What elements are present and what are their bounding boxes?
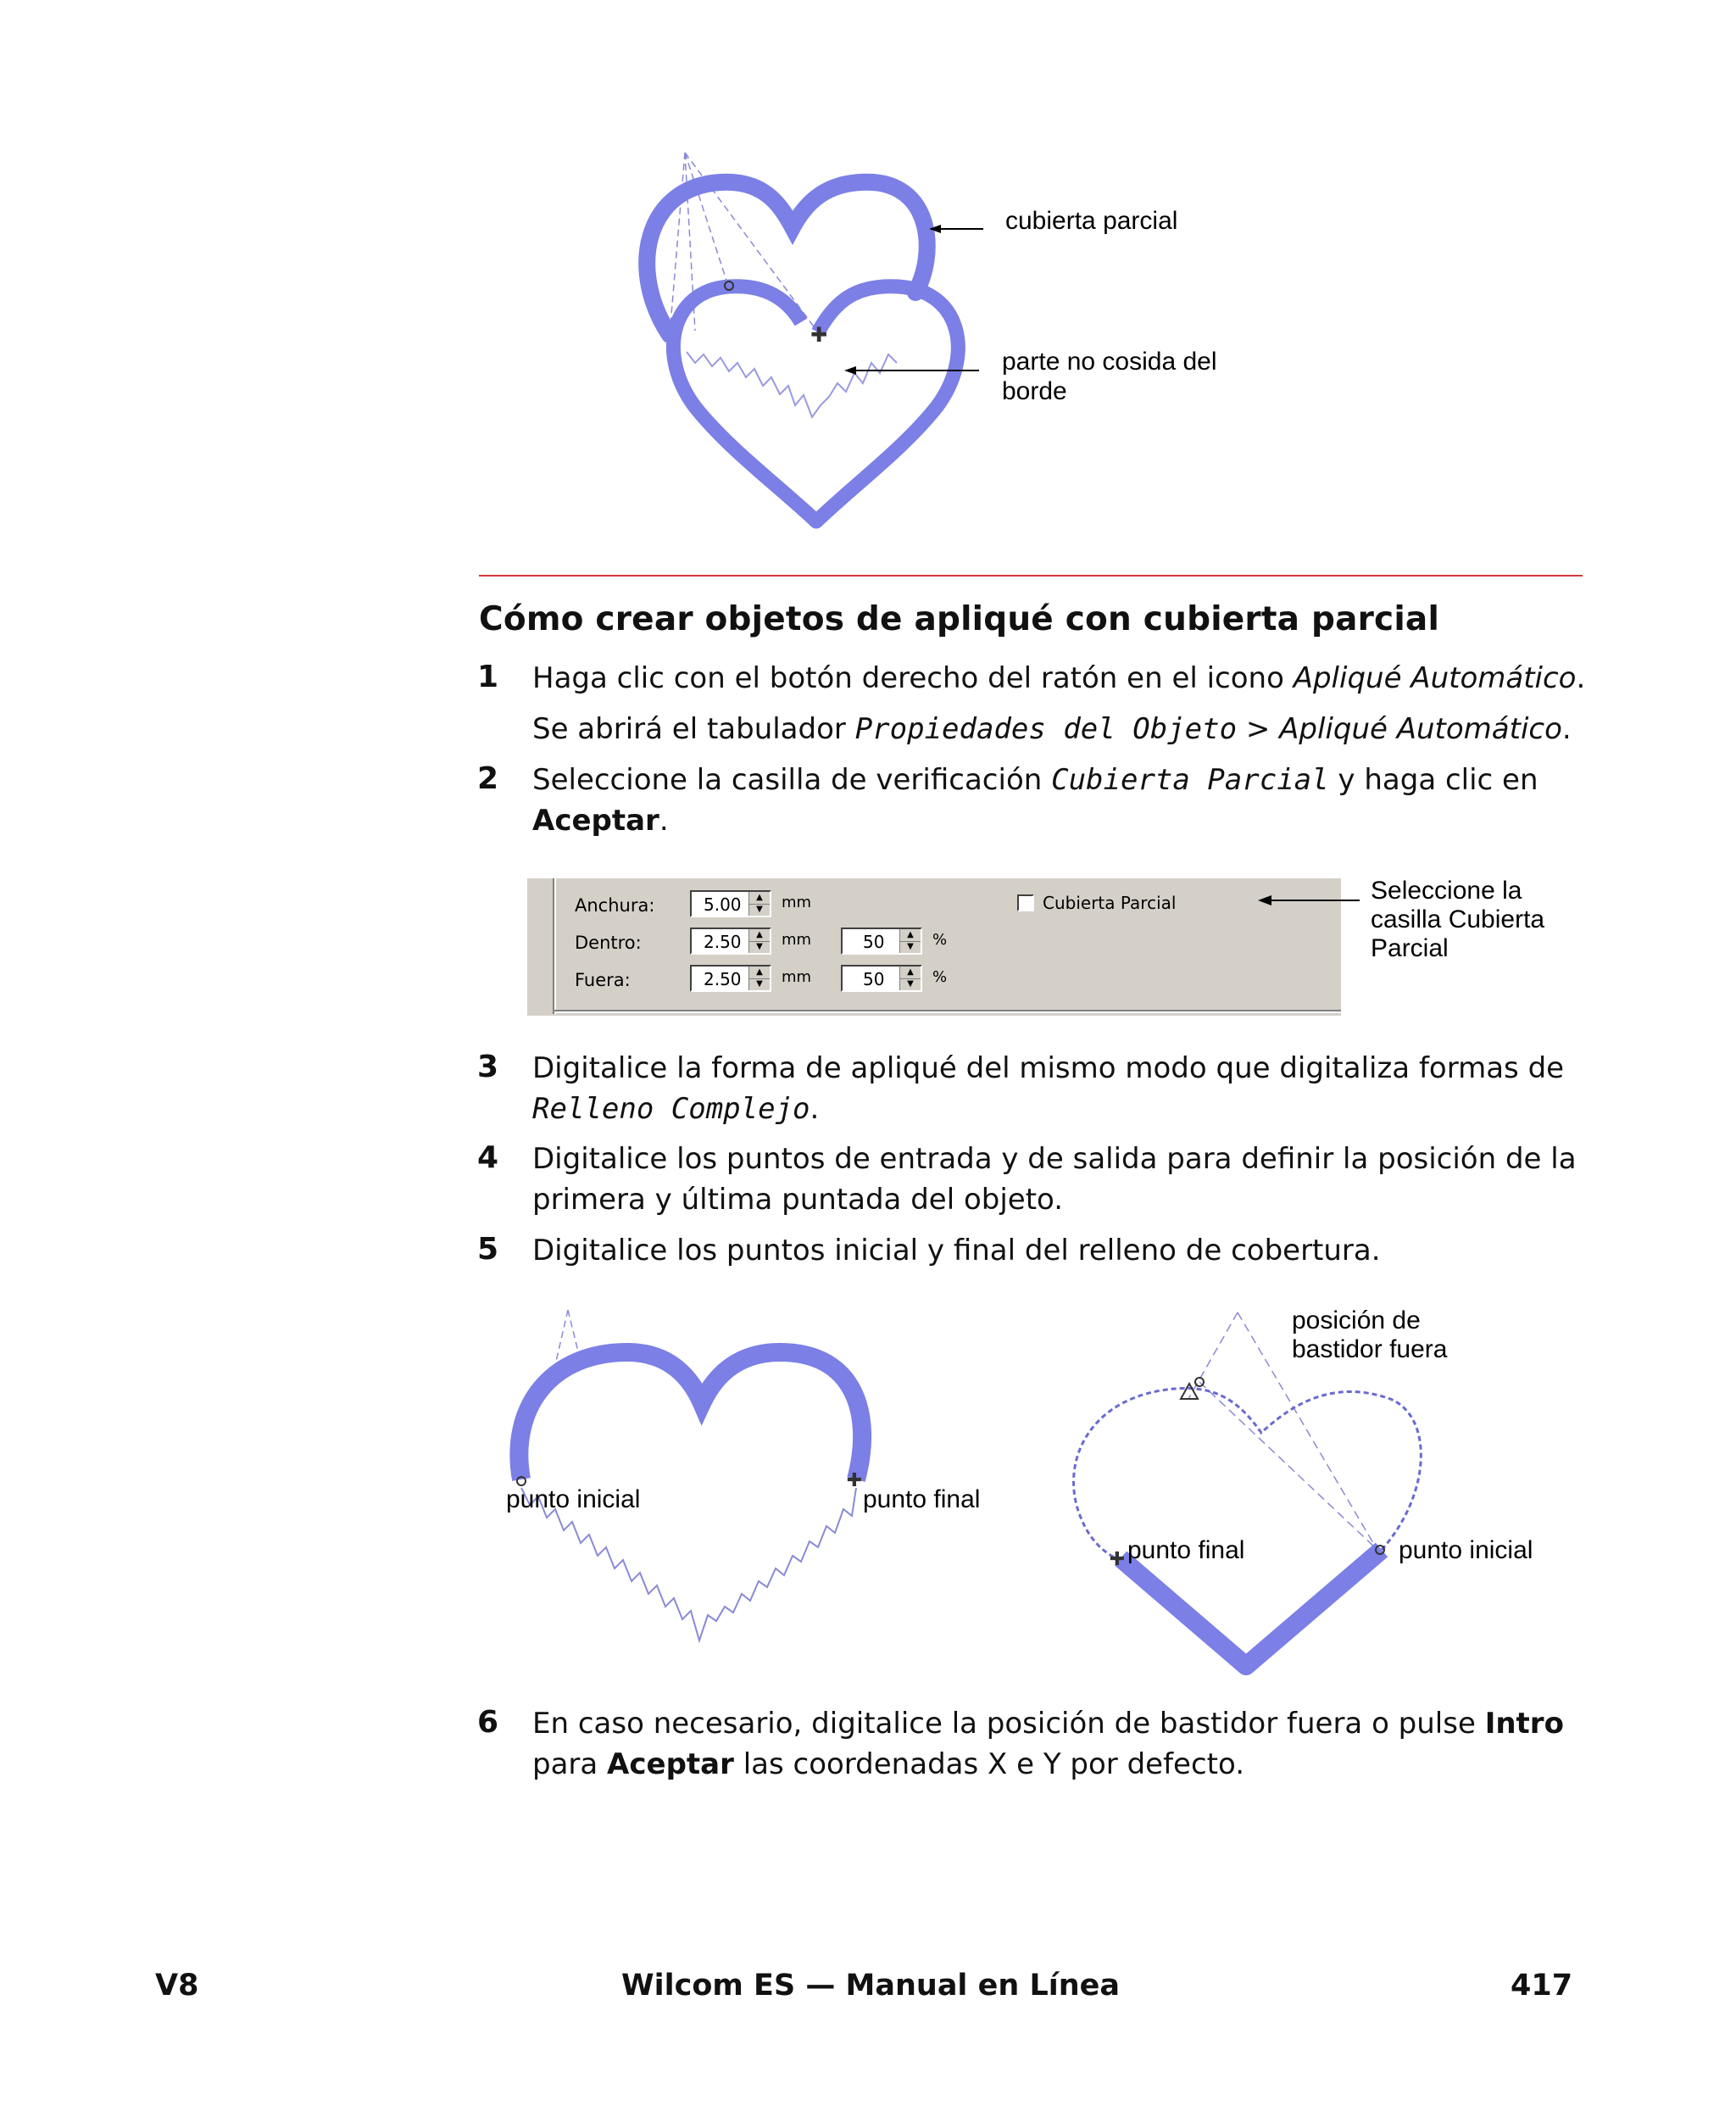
step-6-text-e: las coordenadas X e Y por defecto.	[733, 1747, 1244, 1781]
right-hoop-label-line1: posición de	[1292, 1306, 1421, 1334]
step-6-number: 6	[477, 1705, 499, 1740]
outside-down-arrow-icon[interactable]: ▼	[756, 979, 763, 989]
step-2-text-c: y haga clic en	[1328, 763, 1538, 797]
step-1-text-a: Haga clic con el botón derecho del ratón en el icono	[532, 661, 1294, 695]
footer-version: V8	[155, 1969, 199, 2003]
inside-label: Dentro:	[575, 933, 642, 953]
step-4-text	[532, 1139, 1592, 1220]
outside-percent-value: 50	[863, 969, 885, 989]
dialog-callout-arrow	[1255, 892, 1365, 909]
left-end-label: punto final	[863, 1485, 981, 1513]
step-1-sub-d: Apliqué Automático	[1279, 712, 1562, 746]
partial-cover-checkbox[interactable]	[1017, 894, 1034, 911]
front-heart-shape	[673, 287, 958, 521]
inside-value: 2.50	[704, 932, 742, 952]
step-1-sub-e: .	[1561, 712, 1572, 746]
step-3-text-c: .	[810, 1092, 820, 1126]
step-6-text-a: En caso necesario, digitalice la posición de bastidor fuera o pulse	[532, 1707, 1485, 1741]
outside-pct-up-arrow-icon[interactable]: ▲	[900, 967, 921, 979]
callout-unsewn-line1: parte no cosida del	[1002, 348, 1217, 376]
step-3-number: 3	[477, 1050, 499, 1084]
step-1-text-c: .	[1576, 661, 1586, 695]
step-4-text-b: primera y última puntada del objeto.	[532, 1183, 1064, 1217]
step-1-sub-a: Se abrirá el tabulador	[532, 712, 855, 746]
outside-percent-unit: %	[932, 968, 948, 986]
panel-divider	[553, 878, 554, 1014]
step-1-sub-c: >	[1237, 712, 1280, 746]
right-heart-outline	[1074, 1388, 1422, 1560]
svg-text:✚: ✚	[810, 323, 828, 347]
step-1-text-b: Apliqué Automático	[1293, 661, 1577, 695]
applique-properties-panel	[526, 877, 1341, 1016]
figure-overlapping-hearts	[627, 144, 1221, 543]
inside-pct-down-arrow-icon[interactable]: ▼	[907, 942, 914, 951]
outside-value: 2.50	[704, 969, 742, 989]
right-start-label: punto inicial	[1399, 1536, 1533, 1564]
callout-partial-cover: cubierta parcial	[1005, 207, 1178, 235]
unsewn-zigzag	[687, 352, 897, 417]
section-divider	[479, 575, 1583, 577]
step-6-text-b: Intro	[1484, 1707, 1564, 1741]
outside-percent-spinner[interactable]	[841, 965, 922, 992]
step-5-number: 5	[477, 1232, 499, 1267]
outside-up-arrow-icon[interactable]: ▲	[749, 967, 770, 979]
step-5-text: Digitalice los puntos inicial y final del relleno de cobertura.	[532, 1234, 1381, 1267]
dialog-callout-line3: Parcial	[1371, 934, 1449, 962]
width-up-arrow-icon[interactable]: ▲	[749, 892, 770, 905]
inside-percent-value: 50	[863, 932, 885, 952]
svg-text:✚: ✚	[846, 1470, 863, 1491]
inside-down-arrow-icon[interactable]: ▼	[756, 942, 763, 951]
step-2-number: 2	[477, 761, 499, 796]
right-end-label: punto final	[1127, 1536, 1245, 1564]
left-heart-cover	[519, 1352, 862, 1479]
inside-percent-unit: %	[932, 931, 948, 949]
callout-unsewn-line2: borde	[1002, 377, 1067, 405]
step-3-text-a: Digitalice la forma de apliqué del mismo modo que digitaliza formas de	[532, 1051, 1565, 1085]
step-2-text	[532, 760, 1592, 841]
step-6-text-c: para	[532, 1747, 608, 1781]
width-down-arrow-icon[interactable]: ▼	[756, 905, 763, 914]
step-2-text-e: .	[659, 804, 669, 838]
dialog-callout-line1: Seleccione la	[1371, 877, 1522, 905]
width-spinner[interactable]	[690, 890, 771, 917]
step-2-text-d: Aceptar	[532, 804, 659, 838]
svg-text:✚: ✚	[1109, 1549, 1126, 1570]
footer-page-number: 417	[1511, 1969, 1573, 2003]
step-3-text-b: Relleno Complejo	[532, 1092, 810, 1126]
outside-unit: mm	[782, 968, 812, 986]
right-heart-cover	[1121, 1550, 1382, 1666]
panel-bottom-edge	[554, 1010, 1341, 1011]
width-value: 5.00	[704, 894, 742, 915]
inside-spinner[interactable]	[690, 928, 771, 955]
step-6-text	[532, 1703, 1592, 1785]
footer-title: Wilcom ES — Manual en Línea	[621, 1969, 1121, 2003]
step-4-text-a: Digitalice los puntos de entrada y de salida para definir la posición de la	[532, 1142, 1577, 1176]
width-label: Anchura:	[575, 895, 655, 916]
step-1-number: 1	[477, 660, 499, 694]
right-hoop-label-line2: bastidor fuera	[1292, 1335, 1448, 1363]
step-3-text	[532, 1048, 1592, 1129]
inside-up-arrow-icon[interactable]: ▲	[749, 929, 770, 942]
step-2-text-a: Seleccione la casilla de verificación	[532, 763, 1052, 797]
step-1-text	[532, 658, 1592, 699]
step-1-subtext	[532, 709, 1592, 749]
step-1-sub-b: Propiedades del Objeto	[854, 712, 1238, 746]
step-2-text-b: Cubierta Parcial	[1051, 763, 1329, 797]
partial-cover-checkbox-label: Cubierta Parcial	[1043, 893, 1177, 913]
left-start-label: punto inicial	[506, 1485, 641, 1513]
section-heading: Cómo crear objetos de apliqué con cubierta parcial	[479, 600, 1440, 638]
inside-pct-up-arrow-icon[interactable]: ▲	[900, 929, 921, 942]
step-6-text-d: Aceptar	[607, 1747, 734, 1781]
outside-spinner[interactable]	[690, 965, 771, 992]
outside-label: Fuera:	[575, 970, 631, 990]
dialog-callout-line2: casilla Cubierta	[1371, 905, 1545, 933]
outside-pct-down-arrow-icon[interactable]: ▼	[907, 979, 914, 989]
inside-unit: mm	[782, 931, 812, 949]
inside-percent-spinner[interactable]	[841, 928, 922, 955]
step-4-number: 4	[477, 1140, 499, 1175]
width-unit: mm	[782, 894, 812, 911]
